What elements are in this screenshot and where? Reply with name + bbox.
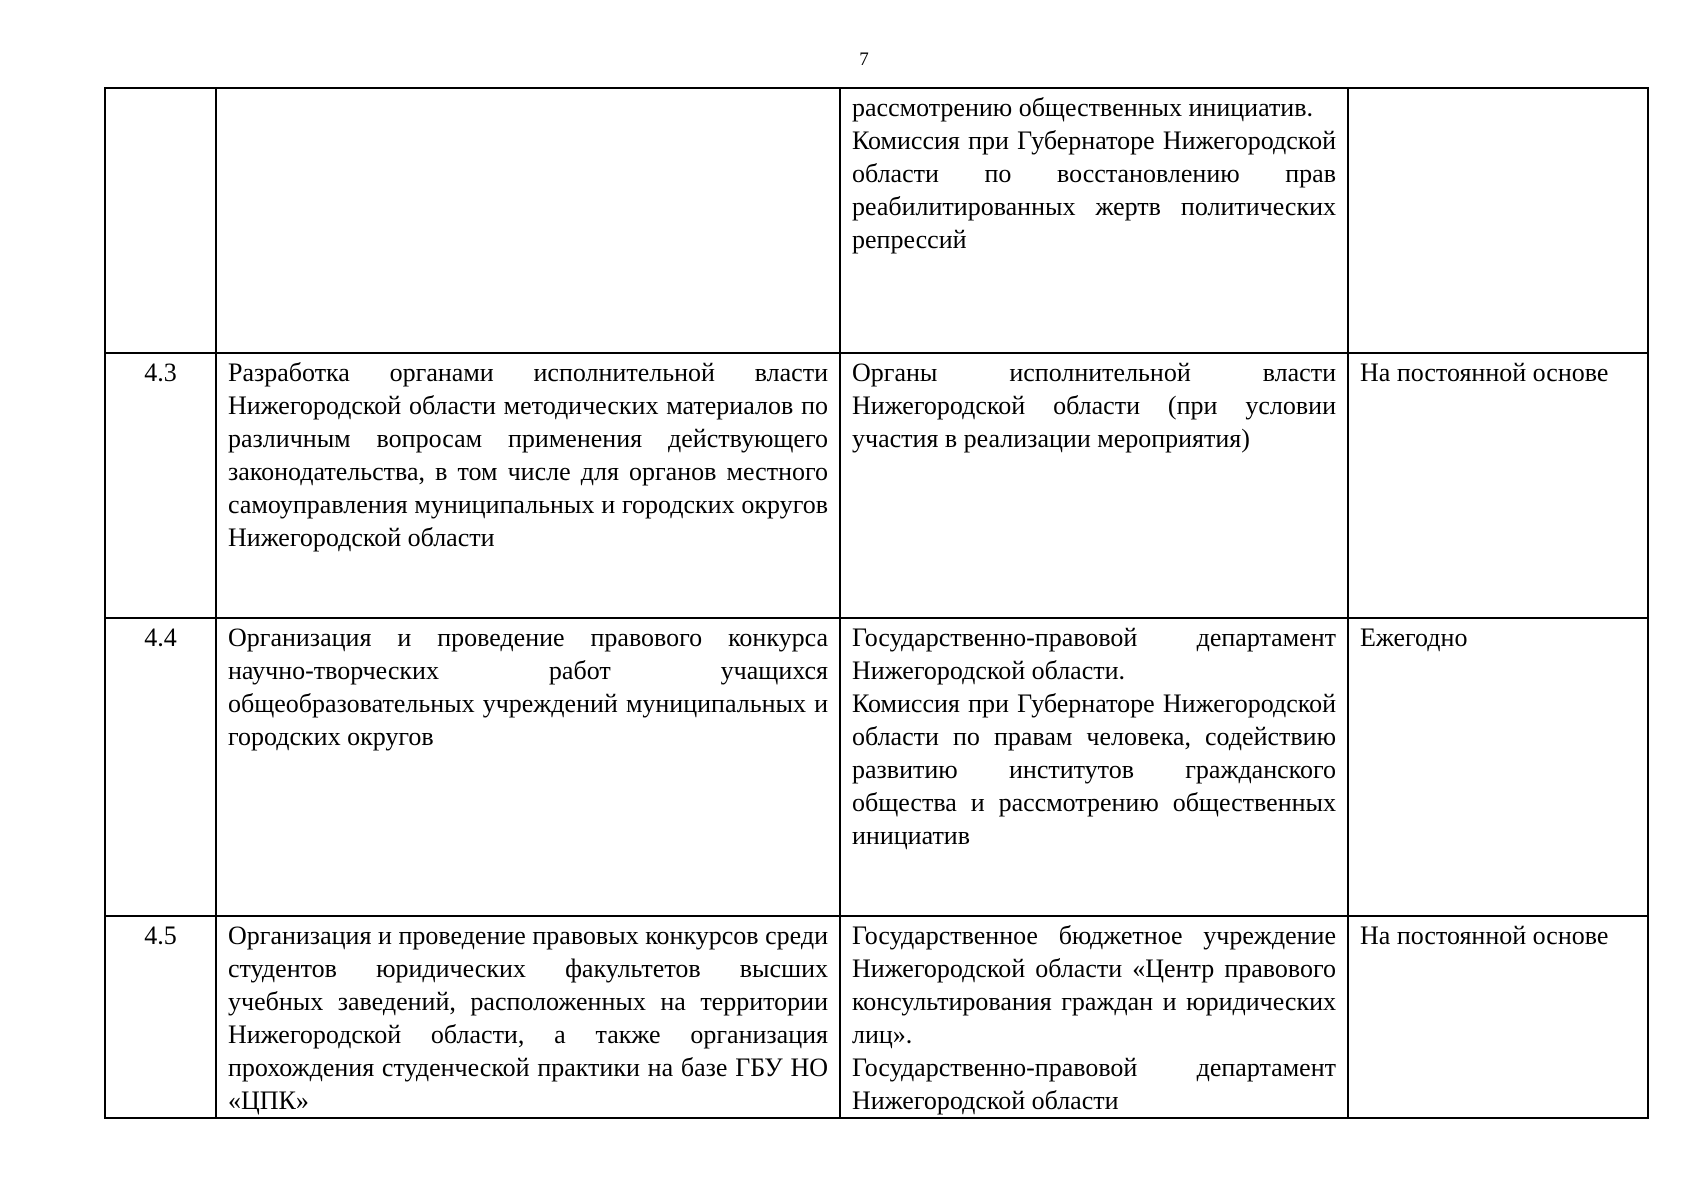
row-number-cell [105,88,216,353]
term-text: Ежегодно [1360,623,1468,652]
term-text: На постоянной основе [1360,358,1609,387]
table-row [105,353,1648,618]
row-number: 4.3 [144,358,177,387]
term-cell [1348,88,1648,353]
measures-table [104,87,1649,1119]
table-row [105,916,1648,1118]
executors-cell [840,353,1348,618]
table-row [105,618,1648,916]
executors-cell [840,618,1348,916]
row-number: 4.5 [144,921,177,950]
event-text: Организация и проведение правового конкурса научно-творческих работ учащихся общеобразовательных учреждений муниципальных и городских округов [228,623,828,751]
term-text: На постоянной основе [1360,921,1609,950]
event-cell [216,353,840,618]
event-text: Организация и проведение правовых конкурсов среди студентов юридических факультетов высших учебных заведений, расположенных на территории Нижегородской области, а также организация прохождения студенческой практики на базе ГБУ НО «ЦПК» [228,921,828,1115]
event-cell [216,618,840,916]
row-number: 4.4 [144,623,177,652]
row-number-cell [105,916,216,1118]
executors-text: рассмотрению общественных инициатив. Комиссия при Губернаторе Нижегородской области по восстановлению прав реабилитированных жертв политических репрессий [852,93,1336,254]
table-row [105,88,1648,353]
executors-text: Государственно-правовой департамент Нижегородской области. Комиссия при Губернаторе Нижегородской области по правам человека, содействию развитию институтов гражданского общества и рассмотрению общественных инициатив [852,623,1336,850]
term-cell [1348,618,1648,916]
executors-cell [840,916,1348,1118]
row-number-cell [105,618,216,916]
page-number: 7 [859,49,869,70]
row-number-cell [105,353,216,618]
term-cell [1348,916,1648,1118]
executors-text: Органы исполнительной власти Нижегородской области (при условии участия в реализации мероприятия) [852,358,1336,453]
executors-text: Государственное бюджетное учреждение Нижегородской области «Центр правового консультирования граждан и юридических лиц». Государственно-правовой департамент Нижегородской области [852,921,1336,1115]
executors-cell [840,88,1348,353]
event-cell [216,916,840,1118]
term-cell [1348,353,1648,618]
event-text: Разработка органами исполнительной власти Нижегородской области методических материалов по различным вопросам применения действующего законодательства, в том числе для органов местного самоуправления муниципальных и городских округов Нижегородской области [228,358,828,552]
event-cell [216,88,840,353]
